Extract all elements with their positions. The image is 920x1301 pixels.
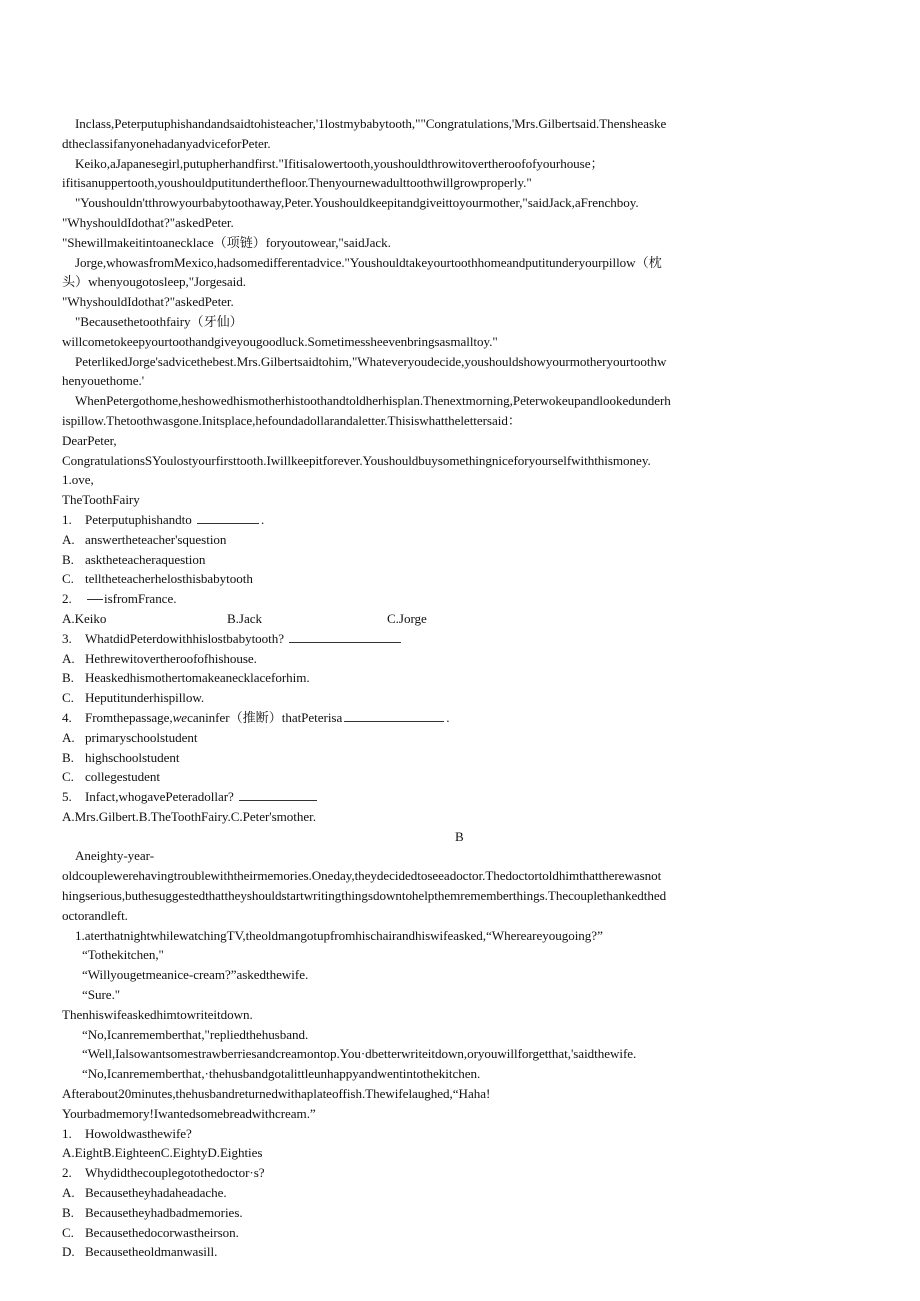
question-1-number: 1. xyxy=(62,511,72,527)
passage-a xyxy=(62,114,862,431)
passage-b-line-text: Aneighty-year- xyxy=(75,848,155,864)
passage-a-line xyxy=(62,332,862,352)
passage-a-line xyxy=(62,411,862,431)
letter-body: CongratulationsSYoulostyourfirsttooth.Iwillkeepitforever.Youshouldbuysomethingniceforyourselfwiththismoney. xyxy=(62,452,651,468)
question-4-option-b[interactable] xyxy=(62,748,862,768)
passage-a-line-text: henyouethome.' xyxy=(62,373,145,389)
question-2-option-a[interactable] xyxy=(62,609,227,629)
passage-b-line xyxy=(62,886,862,906)
question-1-stem-suffix: . xyxy=(260,511,265,527)
option-label: A. xyxy=(62,610,75,626)
question-4-blank[interactable] xyxy=(344,710,444,722)
question-stem: Howoldwasthewife? xyxy=(85,1125,192,1141)
question-1-option-b[interactable] xyxy=(62,550,862,570)
question-3 xyxy=(62,629,862,649)
passage-b-line-text: “Tothekitchen," xyxy=(82,947,164,963)
passage-a-line xyxy=(62,391,862,411)
passage-a-line-text: ifitisanuppertooth,youshouldputitunderthefloor.Thenyournewadulttoothwillgrowproperly." xyxy=(62,175,532,191)
option-text: Becausetheyhadaheadache. xyxy=(85,1185,227,1201)
passage-a-line-text: "Becausethetoothfairy（牙仙） xyxy=(75,313,243,329)
passage-a-line-text: WhenPetergothome,heshowedhismotherhistoothandtoldherhisplan.Thenextmorning,Peterwokeupandlookedunderh xyxy=(75,393,671,409)
passage-a-line-text: "WhyshouldIdothat?"askedPeter. xyxy=(62,294,234,310)
passage-b-line-text: 1.aterthatnightwhilewatchingTV,theoldmangotupfromhischairandhiswifeasked,“Whereareyougoing?” xyxy=(75,927,603,943)
option-label: A. xyxy=(62,650,75,666)
passage-a-line-text: willcometokeepyourtoothandgiveyougoodluck.Sometimessheevenbringsasmalltoy." xyxy=(62,333,498,349)
passage-b-line-text: “Willyougetmeanice-cream?”askedthewife. xyxy=(82,967,309,983)
passage-b xyxy=(62,846,862,1123)
question-4-option-c[interactable] xyxy=(62,767,862,787)
question-number: 2. xyxy=(62,1165,72,1181)
section-b-question-2-option-a[interactable] xyxy=(62,1183,862,1203)
question-5-stem: Infact,whogavePeteradollar? xyxy=(85,789,234,805)
option-text: Keiko xyxy=(74,610,107,626)
section-b-question-2-option-b[interactable] xyxy=(62,1203,862,1223)
section-b-heading: B xyxy=(455,828,464,844)
passage-a-line-text: "Youshouldn'tthrowyourbabytoothaway,Peter.Youshouldkeepitandgiveittoyourmother,"saidJack,aFrenchboy. xyxy=(75,195,639,211)
question-3-stem: WhatdidPeterdowithhislostbabytooth? xyxy=(85,630,284,646)
passage-a-line xyxy=(62,173,862,193)
option-label: B. xyxy=(62,1204,74,1220)
option-label: A. xyxy=(62,1185,75,1201)
passage-b-line-text: Yourbadmemory!Iwantedsomebreadwithcream.” xyxy=(62,1105,316,1121)
letter-salutation: DearPeter, xyxy=(62,432,117,448)
passage-a-line xyxy=(62,233,862,253)
passage-b-line xyxy=(62,1084,862,1104)
option-label: A. xyxy=(62,531,75,547)
passage-b-line xyxy=(62,1005,862,1025)
letter-signature: TheToothFairy xyxy=(62,492,140,508)
option-label: B. xyxy=(227,610,239,626)
question-1 xyxy=(62,510,862,530)
passage-b-questions xyxy=(62,1124,862,1263)
passage-b-line-text: oldcouplewerehavingtroublewiththeirmemories.Oneday,theydecidedtoseeadoctor.Thedoctortoldhimthattherewasnot xyxy=(62,868,662,884)
passage-b-line-text: “Well,Ialsowantsomestrawberriesandcreamontop.You·dbetterwriteitdown,oryouwillforgetthat,'saidthewife. xyxy=(82,1046,637,1062)
option-text: Becausetheoldmanwasill. xyxy=(85,1244,218,1260)
passage-b-line xyxy=(62,965,862,985)
passage-a-line xyxy=(62,154,862,174)
passage-a-line xyxy=(62,193,862,213)
passage-b-line xyxy=(62,906,862,926)
passage-a-line xyxy=(62,114,862,134)
passage-a-line-text: Inclass,Peterputuphishandandsaidtohisteacher,'1lostmybabytooth,""Congratulations,'Mrs.Gilbertsaid.Thensheaske xyxy=(75,116,667,131)
option-label: B. xyxy=(62,551,74,567)
option-text: primaryschoolstudent xyxy=(85,729,198,745)
passage-b-line-text: “No,Icanrememberthat,·thehusbandgotalittleunhappyandwentintothekitchen. xyxy=(82,1066,481,1082)
question-5-options[interactable]: A.Mrs.Gilbert.B.TheToothFairy.C.Peter'smother. xyxy=(62,808,316,824)
question-5-number: 5. xyxy=(62,789,72,805)
option-text: answertheteacher'squestion xyxy=(85,531,227,547)
option-text: Heputitunderhispillow. xyxy=(85,690,205,706)
passage-b-line xyxy=(62,866,862,886)
question-1-option-c[interactable] xyxy=(62,569,862,589)
question-2-number: 2. xyxy=(62,591,72,607)
question-4 xyxy=(62,708,862,728)
passage-b-line xyxy=(62,985,862,1005)
option-text: Becausethedocorwastheirson. xyxy=(85,1224,239,1240)
passage-a-line-text: PeterlikedJorge'sadvicethebest.Mrs.Gilbertsaidtohim,"Whateveryoudecide,youshouldshowyourmotheryourtoothw xyxy=(75,353,667,369)
passage-b-line xyxy=(62,1064,862,1084)
passage-b-line-text: “No,Icanrememberthat,"repliedthehusband. xyxy=(82,1026,309,1042)
question-2-blank[interactable] xyxy=(87,588,103,600)
question-5 xyxy=(62,787,862,807)
option-label: C. xyxy=(62,769,74,785)
question-3-number: 3. xyxy=(62,630,72,646)
passage-a-line xyxy=(62,253,862,273)
passage-a-line-text: 头）whenyougotosleep,"Jorgesaid. xyxy=(62,274,246,290)
option-text: Jack xyxy=(238,610,262,626)
section-b-question-2-option-d[interactable] xyxy=(62,1242,862,1262)
question-3-blank[interactable] xyxy=(289,631,401,643)
question-4-stem-part1: Fromthepassage, xyxy=(85,709,173,725)
question-4-option-a[interactable] xyxy=(62,728,862,748)
option-text: collegestudent xyxy=(85,769,160,785)
option-text: Hethrewitovertheroofofhishouse. xyxy=(85,650,257,666)
passage-b-line-text: “Sure." xyxy=(82,987,121,1003)
section-b-question-2 xyxy=(62,1163,862,1183)
passage-b-line xyxy=(62,846,862,866)
question-3-option-b[interactable] xyxy=(62,668,862,688)
question-4-stem-part2: caninfer（推断）thatPeterisa xyxy=(187,709,343,725)
question-3-option-c[interactable] xyxy=(62,688,862,708)
passage-a-questions xyxy=(62,510,862,827)
question-1-blank[interactable] xyxy=(197,512,259,524)
option-text: Heaskedhismothertomakeanecklaceforhim. xyxy=(85,670,310,686)
tooth-fairy-letter xyxy=(62,431,862,510)
passage-b-line xyxy=(62,1104,862,1124)
question-2-stem: isfromFrance. xyxy=(104,591,177,607)
question-3-option-a[interactable] xyxy=(62,649,862,669)
question-1-stem: Peterputuphishandto xyxy=(85,511,192,527)
passage-b-line xyxy=(62,945,862,965)
option-label: A. xyxy=(62,729,75,745)
question-2 xyxy=(62,589,862,609)
passage-a-line xyxy=(62,352,862,372)
passage-b-line-text: octorandleft. xyxy=(62,907,128,923)
question-4-stem-italic: we xyxy=(172,709,188,725)
passage-a-line-text: Keiko,aJapanesegirl,putupherhandfirst."Ifitisalowertooth,youshouldthrowitovertheroofofyourhouse； xyxy=(75,155,604,171)
question-2-option-c[interactable] xyxy=(387,611,427,626)
question-5-blank[interactable] xyxy=(239,789,317,801)
passage-b-line xyxy=(62,1044,862,1064)
question-4-stem-suffix: . xyxy=(446,709,450,725)
option-label: C. xyxy=(62,1224,74,1240)
passage-b-line-text: hingserious,buthesuggestedthattheyshouldstartwritingthingsdowntohelpthemrememberthings.Thecouplethankedthed xyxy=(62,888,667,904)
passage-a-line xyxy=(62,272,862,292)
section-b-question-1 xyxy=(62,1124,862,1144)
question-2-option-b[interactable] xyxy=(227,609,387,629)
question-2-options xyxy=(62,609,862,629)
option-label: B. xyxy=(62,749,74,765)
passage-a-line xyxy=(62,292,862,312)
option-label: C. xyxy=(62,690,74,706)
question-1-option-a[interactable] xyxy=(62,530,862,550)
option-label: C. xyxy=(387,610,399,626)
letter-closing: 1.ove, xyxy=(62,472,94,488)
option-text: Becausetheyhadbadmemories. xyxy=(85,1204,243,1220)
passage-b-line-text: Thenhiswifeaskedhimtowriteitdown. xyxy=(62,1006,253,1022)
document-body xyxy=(62,114,862,1262)
passage-a-line xyxy=(62,134,862,154)
passage-a-line xyxy=(62,312,862,332)
passage-b-line xyxy=(62,1025,862,1045)
question-number: 1. xyxy=(62,1125,72,1141)
passage-a-line-text: "Shewillmakeitintoanecklace（项链）foryoutowear,"saidJack. xyxy=(62,234,391,250)
option-text: highschoolstudent xyxy=(85,749,180,765)
option-label: D. xyxy=(62,1244,75,1260)
passage-a-line xyxy=(62,213,862,233)
option-label: B. xyxy=(62,670,74,686)
option-text: asktheteacheraquestion xyxy=(85,551,206,567)
passage-a-line-text: dtheclassifanyonehadanyadviceforPeter. xyxy=(62,135,271,151)
section-b-question-2-option-c[interactable] xyxy=(62,1223,862,1243)
passage-a-line xyxy=(62,371,862,391)
passage-b-line xyxy=(62,926,862,946)
question-4-number: 4. xyxy=(62,709,72,725)
passage-b-line-text: Afterabout20minutes,thehusbandreturnedwithaplateoffish.Thewifelaughed,“Haha! xyxy=(62,1086,491,1102)
section-b-question-1-options[interactable]: A.EightB.EighteenC.EightyD.Eighties xyxy=(62,1145,263,1161)
question-stem: Whydidthecouplegotothedoctor·s? xyxy=(85,1165,265,1181)
passage-a-line-text: ispillow.Thetoothwasgone.Initsplace,hefoundadollarandaletter.Thisiswhatthelettersaid： xyxy=(62,412,521,428)
option-text: Jorge xyxy=(398,610,427,626)
passage-a-line-text: "WhyshouldIdothat?"askedPeter. xyxy=(62,214,234,230)
option-text: telltheteacherhelosthisbabytooth xyxy=(85,571,253,587)
passage-a-line-text: Jorge,whowasfromMexico,hadsomedifferentadvice."Youshouldtakeyourtoothhomeandputitunderyourpillow（枕 xyxy=(75,254,662,270)
option-label: C. xyxy=(62,571,74,587)
